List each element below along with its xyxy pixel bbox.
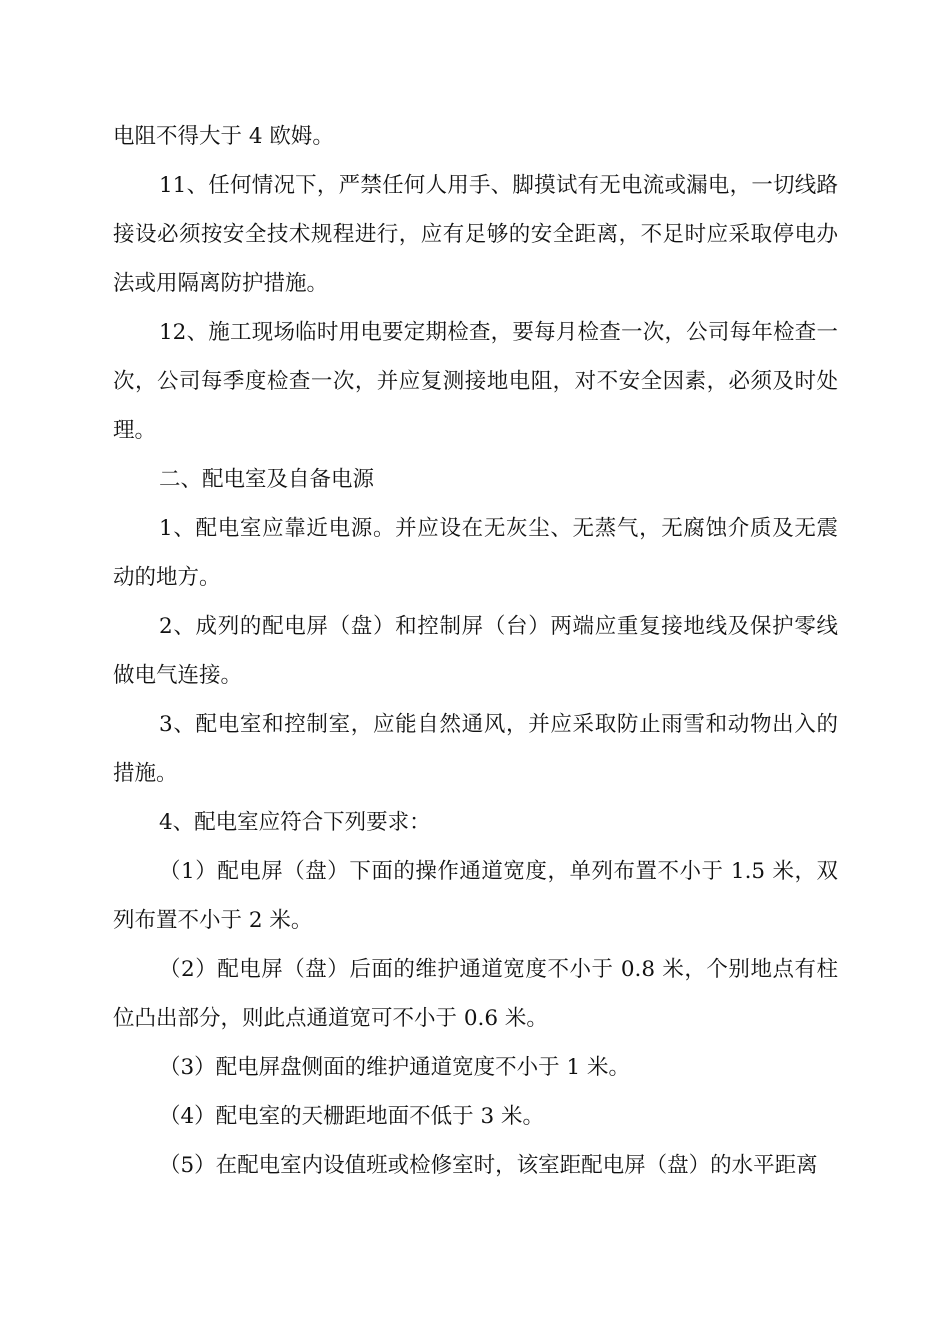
- paragraph-item-2: 2、成列的配电屏（盘）和控制屏（台）两端应重复接地线及保护零线做电气连接。: [113, 614, 838, 688]
- sub-item-5: （5）在配电室内设值班或检修室时，该室距配电屏（盘）的水平距离: [159, 1153, 818, 1178]
- section-heading: 二、配电室及自备电源: [159, 467, 375, 492]
- document-body: [113, 112, 838, 1190]
- paragraph-item-4: 4、配电室应符合下列要求：: [159, 810, 431, 835]
- sub-item-4: （4）配电室的天栅距地面不低于 3 米。: [159, 1104, 545, 1129]
- sub-item-2: （2）配电屏（盘）后面的维护通道宽度不小于 0.8 米，个别地点有柱位凸出部分，则此点通道宽可不小于 0.6 米。: [113, 957, 838, 1031]
- paragraph-continuation: 电阻不得大于 4 欧姆。: [113, 124, 334, 149]
- sub-item-1: （1）配电屏（盘）下面的操作通道宽度，单列布置不小于 1.5 米，双列布置不小于 2 米。: [113, 859, 838, 933]
- sub-item-3: （3）配电屏盘侧面的维护通道宽度不小于 1 米。: [159, 1055, 631, 1080]
- paragraph-item-3: 3、配电室和控制室，应能自然通风，并应采取防止雨雪和动物出入的措施。: [113, 712, 838, 786]
- paragraph-item-12: 12、施工现场临时用电要定期检查，要每月检查一次，公司每年检查一次，公司每季度检查一次，并应复测接地电阻，对不安全因素，必须及时处理。: [113, 320, 838, 443]
- paragraph-item-1: 1、配电室应靠近电源。并应设在无灰尘、无蒸气，无腐蚀介质及无震动的地方。: [113, 516, 838, 590]
- paragraph-item-11: 11、任何情况下，严禁任何人用手、脚摸试有无电流或漏电，一切线路接设必须按安全技术规程进行，应有足够的安全距离，不足时应采取停电办法或用隔离防护措施。: [113, 173, 838, 296]
